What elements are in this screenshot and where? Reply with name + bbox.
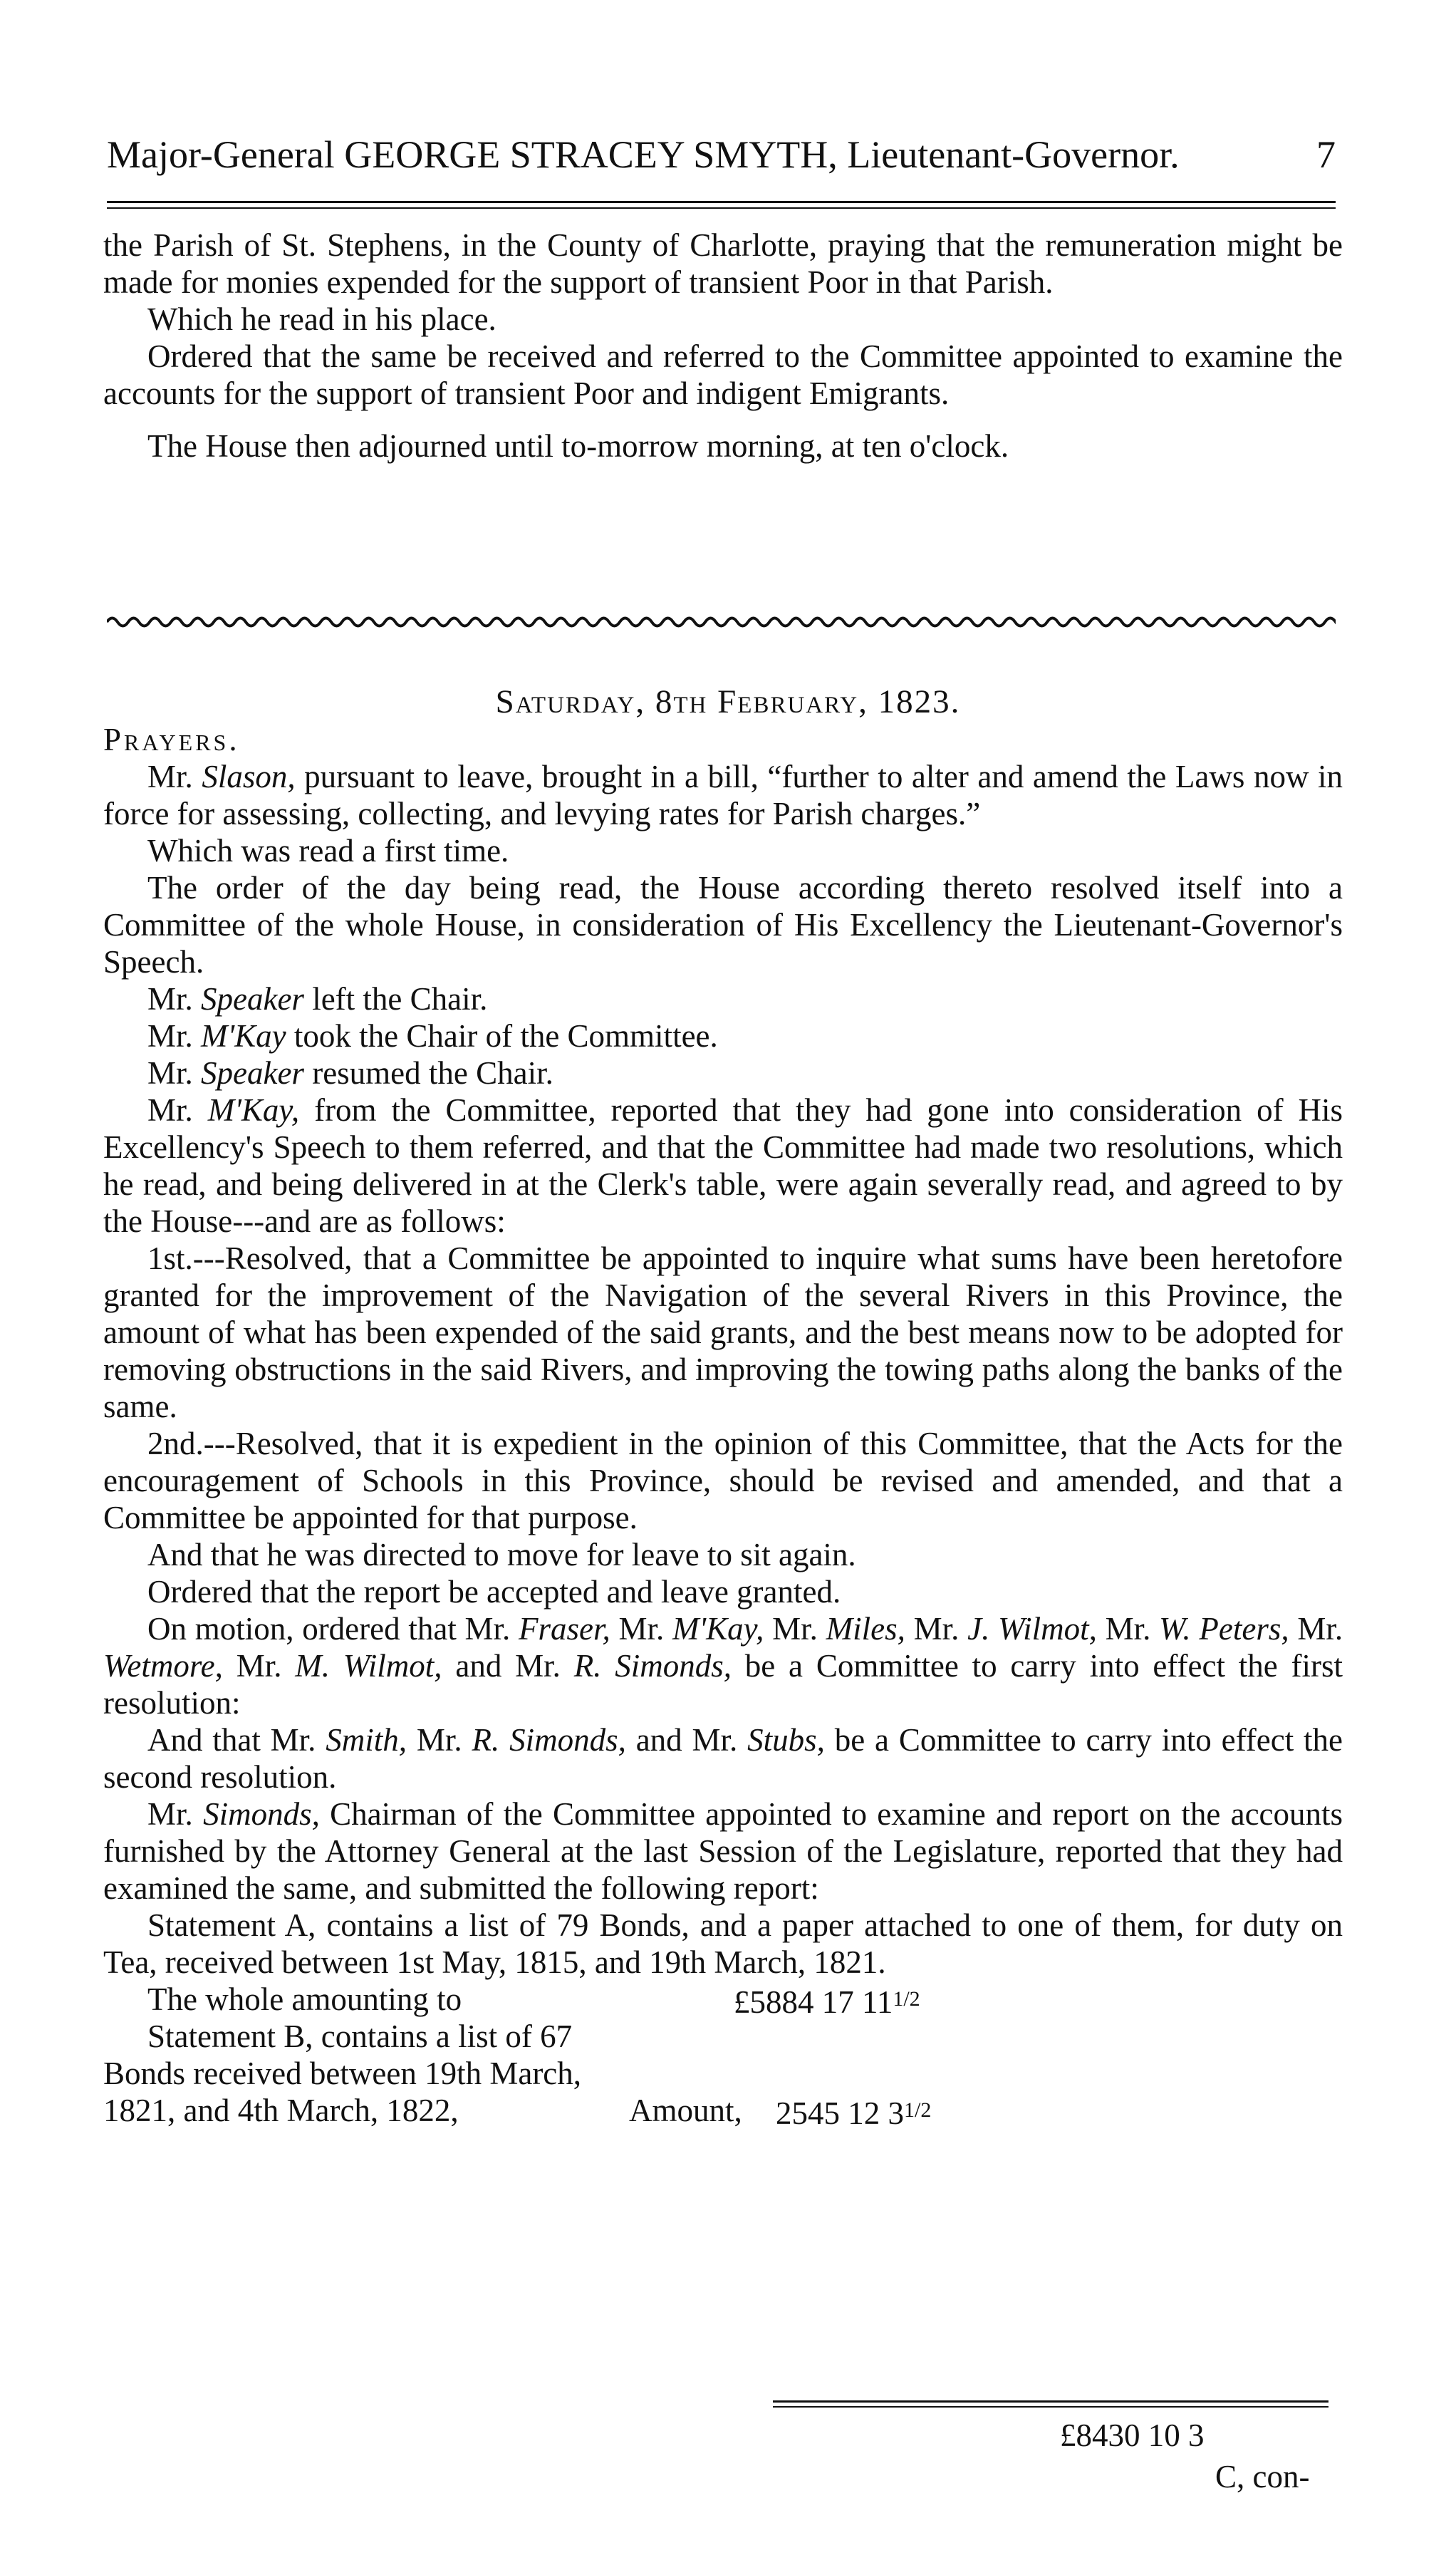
paragraph-simonds-report: Mr. Simonds, Chairman of the Committee appointed to examine and report on the accounts furnished by the Attorney General at the last Session of the Legislature, reported that they had examined the same, and submitted the following report:: [103, 1796, 1343, 1906]
sum-rule-thin: [773, 2406, 1328, 2408]
paragraph-petition: the Parish of St. Stephens, in the County of Charlotte, praying that the remuneration might be made for monies expended for the support of transient Poor in that Parish.: [103, 227, 1343, 300]
header-rule-thin: [107, 207, 1336, 209]
statement-b-line-1: Statement B, contains a list of 67: [147, 2019, 573, 2054]
previous-session-text: [103, 227, 1343, 465]
paragraph-read: Which he read in his place.: [147, 301, 496, 337]
catchword: C, con-: [1215, 2459, 1310, 2494]
session-text: [103, 721, 1343, 2129]
paragraph-speaker-left: Mr. Speaker left the Chair.: [147, 981, 488, 1017]
whole-amount-label: The whole amounting to: [147, 1981, 462, 2017]
paragraph-speaker-resumed: Mr. Speaker resumed the Chair.: [147, 1055, 553, 1091]
amount-label: Amount,: [629, 2093, 742, 2128]
paragraph-order-of-day: The order of the day being read, the House according thereto resolved itself into a Committee of the whole House, in consideration of His Excellency the Lieutenant-Governor's Speech.: [103, 870, 1343, 980]
session-date: Saturday, 8th February, 1823.: [495, 683, 961, 720]
paragraph-resolution-1: 1st.---Resolved, that a Committee be appointed to inquire what sums have been heretofore granted for the improvement of the Navigation of the several Rivers in this Province, the amount of what has been expended of the said grants, and the best means now to be adopted for removing obstructions in the said Rivers, and improving the towing paths along the banks of the same.: [103, 1240, 1343, 1424]
paragraph-committee-second: And that Mr. Smith, Mr. R. Simonds, and Mr. Stubs, be a Committee to carry into effect the second resolution.: [103, 1722, 1343, 1795]
statement-b-line-3: 1821, and 4th March, 1822, Amount, 2545 12 $3^{1/2}$: [103, 2093, 932, 2131]
paragraph-mkay-report: Mr. M'Kay, from the Committee, reported that they had gone into consideration of His Excellency's Speech to them referred, and that the Committee had made two resolutions, which he read, and being delivered in at the Clerk's table, were again severally read, and agreed to by the House---and are as follows:: [103, 1092, 1343, 1239]
whole-amount-value: £5884 17 $11^{1/2}$: [734, 1984, 920, 2020]
header-rule: [107, 201, 1336, 203]
prayers-heading: Prayers.: [103, 722, 240, 757]
session-date-text: 8th February, 1823.: [655, 683, 961, 720]
statement-b-amount: 2545 12 $3^{1/2}$: [776, 2095, 932, 2131]
paragraph-slason-bill: Mr. Slason, pursuant to leave, brought in a bill, “further to alter and amend the Laws now in force for assessing, collecting, and levying rates for Parish charges.”: [103, 759, 1343, 831]
paragraph-resolution-2: 2nd.---Resolved, that it is expedient in the opinion of this Committee, that the Acts for the encouragement of Schools in this Province, should be revised and amended, and that a Committee be appointed for that purpose.: [103, 1426, 1343, 1535]
grand-total: £8430 10 3: [1060, 2418, 1205, 2453]
header-title: Major-General GEORGE STRACEY SMYTH, Lieutenant-Governor.: [107, 133, 1180, 176]
paragraph-mkay-chair: Mr. M'Kay took the Chair of the Committee.: [147, 1018, 718, 1054]
paragraph-adjourned: The House then adjourned until to-morrow morning, at ten o'clock.: [147, 428, 1009, 464]
paragraph-first-time: Which was read a first time.: [147, 833, 509, 869]
sum-rule: [773, 2400, 1328, 2403]
paragraph-sit-again: And that he was directed to move for leave to sit again.: [147, 1537, 856, 1572]
page-number: 7: [1316, 133, 1336, 176]
paragraph-statement-a: Statement A, contains a list of 79 Bonds, and a paper attached to one of them, for duty on Tea, received between 1st May, 1815, and 19th March, 1821.: [103, 1907, 1343, 1980]
paragraph-report-accepted: Ordered that the report be accepted and leave granted.: [147, 1574, 841, 1610]
paragraph-ordered: Ordered that the same be received and referred to the Committee appointed to examine the accounts for the support of transient Poor and indigent Emigrants.: [103, 338, 1343, 411]
session-weekday: Saturday: [495, 683, 636, 720]
ornamental-divider: [107, 611, 1336, 633]
statement-b-line-2: Bonds received between 19th March,: [103, 2056, 582, 2091]
statement-whole-line: [103, 1981, 1343, 2018]
paragraph-committee-first: On motion, ordered that Mr. Fraser, Mr. M'Kay, Mr. Miles, Mr. J. Wilmot, Mr. W. Peters, Mr. Wetmore, Mr. M. Wilmot, and Mr. R. Simonds, be a Committee to carry into effect the first resolution:: [103, 1611, 1343, 1721]
